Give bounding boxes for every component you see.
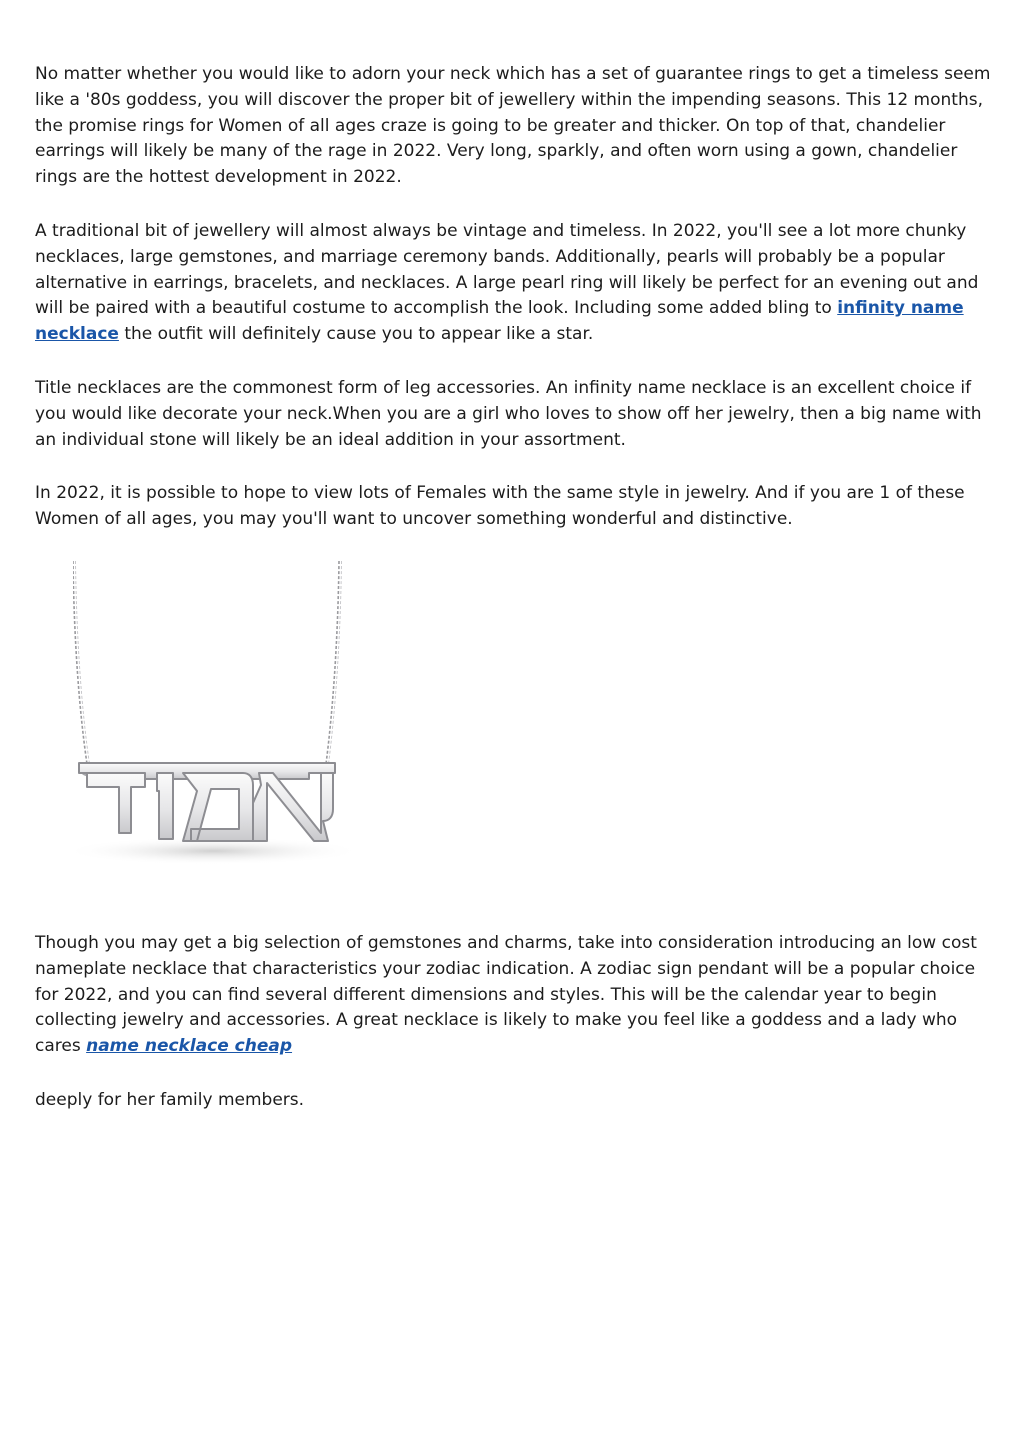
chain-left [73, 561, 90, 764]
document-body [35, 62, 995, 1114]
paragraph-4: In 2022, it is possible to hope to view lots of Females with the same style in jewelry. And if you are 1 of these Women of all ages, you may you'll want to uncover something wonderful and distinctive. [35, 483, 965, 530]
paragraph-3: Title necklaces are the commonest form of leg accessories. An infinity name necklace is an excellent choice if you would like decorate your neck.When you are a girl who loves to show off her jewelry, then a big name with an individual stone will likely be an ideal addition in your assortment. [35, 377, 982, 450]
hebrew-name-necklace-image [73, 559, 413, 889]
paragraph-6: deeply for her family members. [35, 1089, 305, 1110]
nameplate [79, 763, 335, 841]
nameplate-text: אמוד [211, 820, 215, 822]
paragraph-2 [35, 219, 995, 348]
necklace-svg [73, 559, 413, 889]
paragraph-2-text-a: A traditional bit of jewellery will almost always be vintage and timeless. In 2022, you'll see a lot more chunky necklaces, large gemstones, and marriage ceremony bands. Additionally, pearls will probably be a popular alternative in earrings, bracelets, and necklaces. A large pearl ring will likely be perfect for an evening out and will be paired with a beautiful costume to accomplish the look. Including some added bling to [35, 220, 979, 319]
paragraph-1: No matter whether you would like to adorn your neck which has a set of guarantee rings to get a timeless seem like a '80s goddess, you will discover the proper bit of jewellery within the impending seasons. This 12 months, the promise rings for Women of all ages craze is going to be greater and thicker. On top of that, chandelier earrings will likely be many of the rage in 2022. Very long, sparkly, and often worn using a gown, chandelier rings are the hottest development in 2022. [35, 64, 991, 188]
paragraph-2-text-b: the outfit will definitely cause you to appear like a star. [118, 324, 594, 345]
chain-right [326, 561, 342, 764]
paragraph-5-text: Though you may get a big selection of gemstones and charms, take into consideration introducing an low cost nameplate necklace that characteristics your zodiac indication. A zodiac sign pendant will be a popular choice for 2022, and you can find several different dimensions and styles. This will be the calendar year to begin collecting jewelry and accessories. A great necklace is likely to make you feel like a goddess and a lady who cares [35, 932, 977, 1057]
paragraph-5 [35, 931, 995, 1060]
name-necklace-cheap-link[interactable]: name necklace cheap [86, 1036, 293, 1057]
infinity-name-necklace-link[interactable]: infinity name necklace [35, 298, 964, 345]
